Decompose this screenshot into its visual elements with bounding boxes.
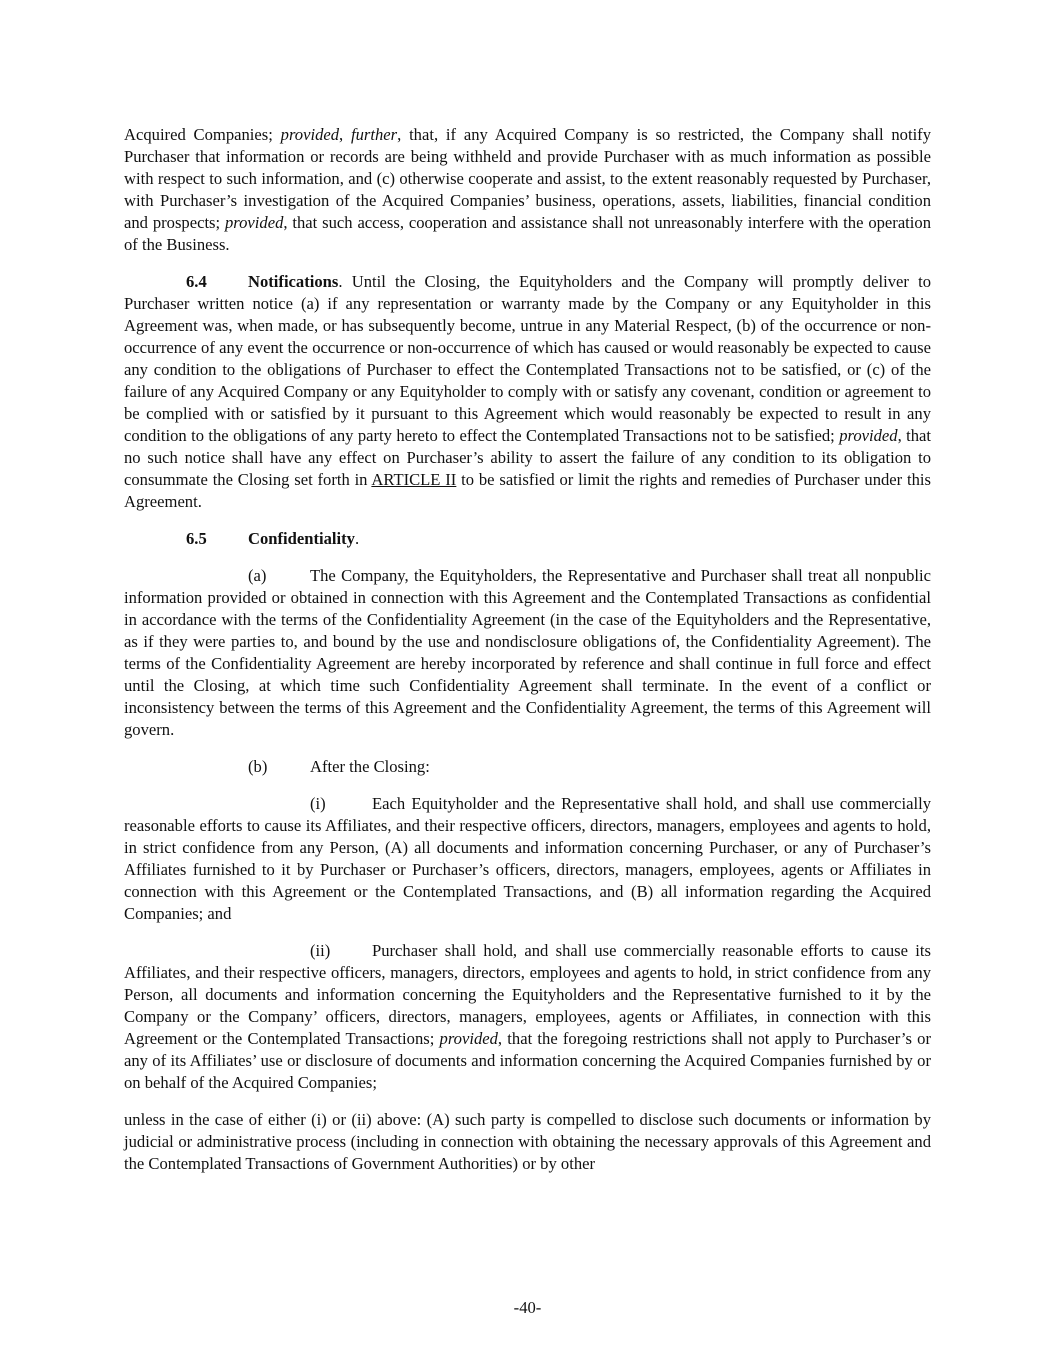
section-6-5-heading: 6.5 Confidentiality. bbox=[186, 529, 360, 548]
section-title: Notifications bbox=[248, 272, 339, 291]
provided-emphasis: provided bbox=[225, 213, 284, 232]
article-ii-reference: ARTICLE II bbox=[371, 470, 457, 489]
paragraph-continuation: Acquired Companies; provided, further, that, if any Acquired Company is so restricted, the Company shall notify Purchaser that information or records are being withheld and provide Purchaser with as much information as possible with respect to such information, and (c) otherwise cooperate and assist, to the extent reasonably requested by Purchaser, with Purchaser’s investigation of the Acquired Companies’ business, operations, assets, liabilities, financial condition and prospects; provided, that such access, cooperation and assistance shall not unreasonably interfere with the operation of the Business. bbox=[124, 125, 932, 254]
document-page bbox=[124, 124, 931, 1175]
page-number: -40- bbox=[513, 1298, 542, 1317]
section-number: 6.5 bbox=[186, 529, 207, 548]
clause-6-5-b-ii: (ii) Purchaser shall hold, and shall use commercially reasonable efforts to cause its Affiliates, and their respective officers, managers, directors, employees and agents to hold, in strict confidence from any Person, all documents and information concerning the Equityholders and the Representative furnished to it by the Company or the Company’ officers, directors, managers, employees, agents or Affiliates, in connection with this Agreement or the Contemplated Transactions; provided, that the foregoing restrictions shall not apply to Purchaser’s or any of its Affiliates’ use or disclosure of documents and information concerning the Acquired Companies furnished by or on behalf of the Acquired Companies; bbox=[124, 941, 931, 1092]
provided-emphasis: provided bbox=[280, 125, 340, 144]
clause-6-5-b: (b) After the Closing: bbox=[248, 757, 430, 776]
section-number: 6.4 bbox=[186, 272, 207, 291]
clause-6-5-a: (a) The Company, the Equityholders, the Representative and Purchaser shall treat all nonpublic information provided or obtained in connection with this Agreement and the Contemplated Transactions as confidential in accordance with the terms of the Confidentiality Agreement (in the case of the Equityholders and the Representative, as if they were parties to, and bound by the use and nondisclosure obligations of, the Confidentiality Agreement). The terms of the Confidentiality Agreement are hereby incorporated by reference and shall continue in full force and effect until the Closing, at which time such Confidentiality Agreement shall terminate. In the event of a conflict or inconsistency between the terms of this Agreement and the Confidentiality Agreement, the terms of this Agreement will govern. bbox=[124, 566, 931, 739]
paragraph-tail: unless in the case of either (i) or (ii) above: (A) such party is compelled to disclose such documents or information by judicial or administrative process (including in connection with obtaining the necessary approvals of this Agreement and the Contemplated Transactions of Government Authorities) or by other bbox=[124, 1110, 931, 1173]
provided-emphasis: provided bbox=[439, 1029, 498, 1048]
clause-number: (a) bbox=[248, 566, 267, 585]
clause-number: (b) bbox=[248, 757, 268, 776]
section-title: Confidentiality bbox=[248, 529, 355, 548]
clause-number: (ii) bbox=[310, 941, 331, 960]
clause-6-5-b-i: (i) Each Equityholder and the Representative shall hold, and shall use commercially reasonable efforts to cause its Affiliates, and their respective officers, directors, managers, employees and agents to hold, in strict confidence from any Person, (A) all documents and information concerning Purchaser, or any of Purchaser’s Affiliates furnished to it by Purchaser or Purchaser’s officers, directors, managers, employees, agents or Affiliates in connection with this Agreement or the Contemplated Transactions, and (B) all information regarding the Acquired Companies; and bbox=[124, 794, 931, 923]
section-6-4-notifications: 6.4 Notifications. Until the Closing, the Equityholders and the Company will promptly deliver to Purchaser written notice (a) if any representation or warranty made by the Company or any Equityholder in this Agreement was, when made, or has subsequently become, untrue in any Material Respect, (b) of the occurrence or non-occurrence of any event the occurrence or non-occurrence of which has caused or would reasonably be expected to cause any condition to the obligations of Purchaser to effect the Contemplated Transactions not to be satisfied, or (c) of the failure of any Acquired Company or any Equityholder to comply with or satisfy any covenant, condition or agreement to be complied with or satisfied by it pursuant to this Agreement which would reasonably be expected to result in any condition to the obligations of any party hereto to effect the Contemplated Transactions not to be satisfied; provided, that no such notice shall have any effect on Purchaser’s ability to assert the failure of any condition to its obligation to consummate the Closing set forth in ARTICLE II to be satisfied or limit the rights and remedies of Purchaser under this Agreement. bbox=[124, 272, 932, 511]
provided-emphasis: provided bbox=[839, 426, 898, 445]
clause-number: (i) bbox=[310, 794, 326, 813]
further-emphasis: further bbox=[351, 125, 398, 144]
